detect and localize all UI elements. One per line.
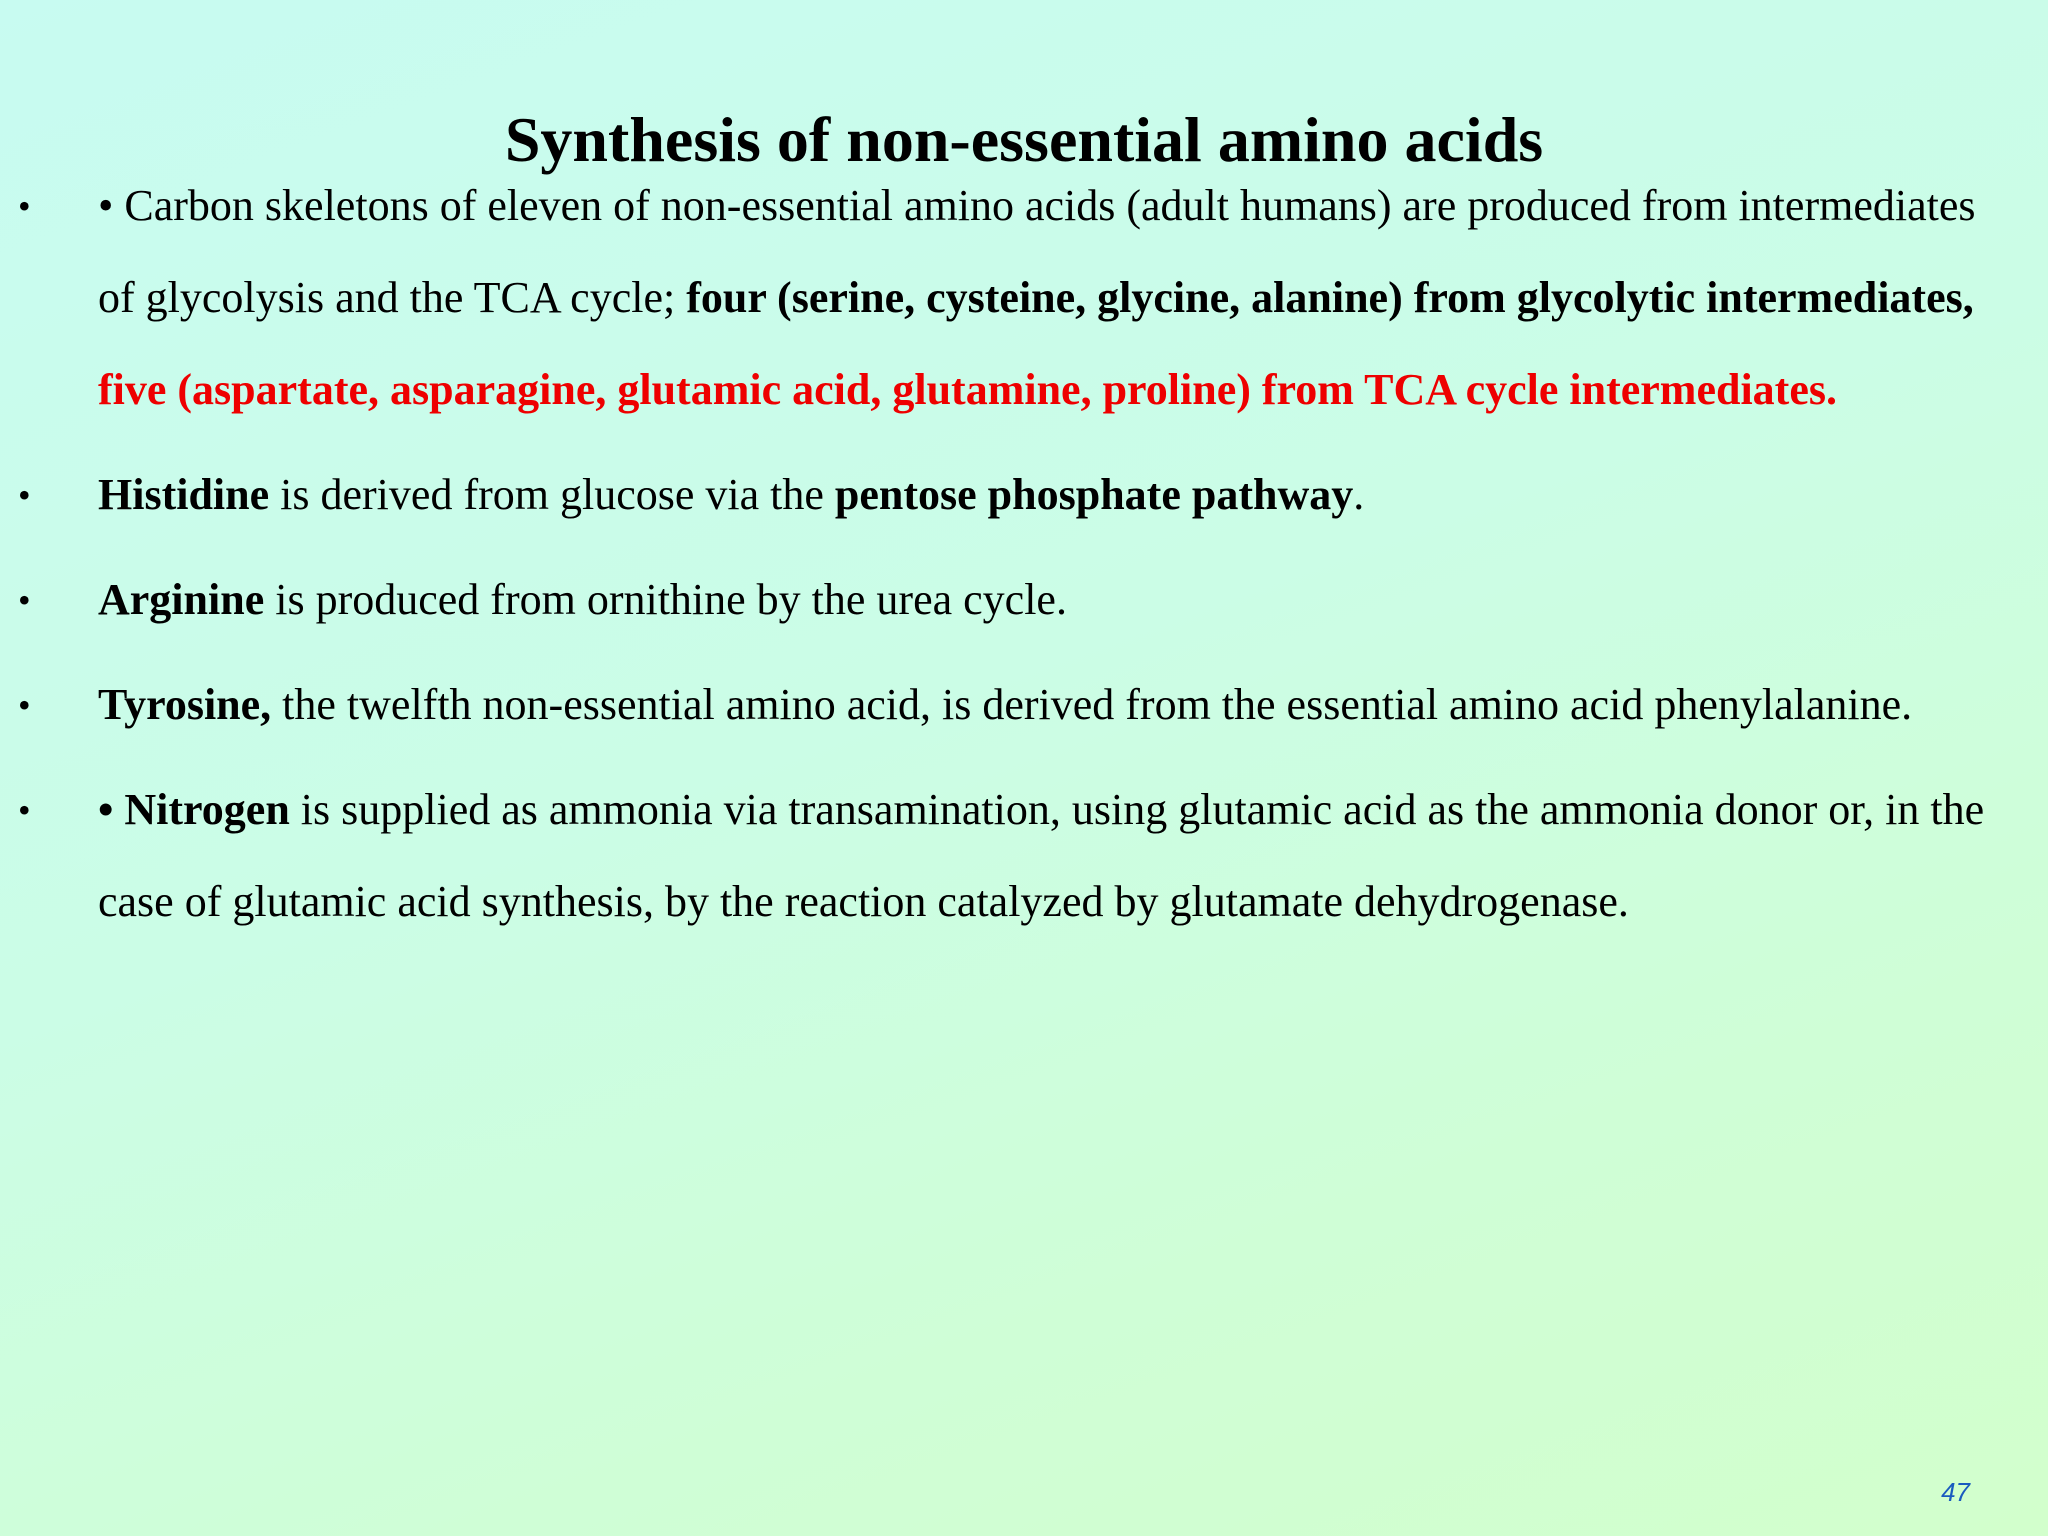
bullet-item-carbon-skeletons — [0, 160, 2048, 436]
bullet-item-histidine — [0, 449, 2048, 541]
tca-amino-acids-text: five (aspartate, asparagine, glutamic acid, glutamine, proline) from TCA cycle intermediates. — [98, 365, 1837, 414]
bullet-item-nitrogen — [0, 764, 2048, 948]
arginine-term: Arginine — [98, 575, 265, 624]
bullet-dot-icon: • — [18, 790, 31, 830]
slide-title: Synthesis of non-essential amino acids — [504, 104, 1544, 175]
nitrogen-term: • Nitrogen — [98, 785, 290, 834]
bullet-dot-icon: • — [18, 685, 31, 725]
histidine-text: is derived from glucose via the — [269, 470, 835, 519]
pentose-phosphate-term: pentose phosphate pathway — [834, 470, 1354, 519]
carbon-skeletons-text: • Carbon skeletons of eleven of non-essential amino acids (adult humans) are produced from intermediates of glycolysis and the TCA cycle; — [98, 181, 1976, 322]
histidine-term: Histidine — [98, 470, 270, 519]
bullet-list — [0, 160, 2048, 961]
tyrosine-text: the twelfth non-essential amino acid, is derived from the essential amino acid phenylalanine. — [271, 680, 1913, 729]
glycolytic-amino-acids-text: four (serine, cysteine, glycine, alanine) from glycolytic intermediates, — [686, 273, 1974, 322]
tyrosine-term: Tyrosine, — [98, 680, 272, 729]
page-number: 47 — [1941, 1477, 1970, 1507]
bullet-dot-icon: • — [18, 475, 31, 515]
histidine-period: . — [1353, 470, 1365, 519]
bullet-dot-icon: • — [18, 186, 31, 226]
arginine-text: is produced from ornithine by the urea cycle. — [264, 575, 1067, 624]
bullet-dot-icon: • — [18, 580, 31, 620]
bullet-item-arginine — [0, 554, 2048, 646]
nitrogen-text: is supplied as ammonia via transamination, using glutamic acid as the ammonia donor or, in the case of glutamic acid synthesis, by the reaction catalyzed by glutamate dehydrogenase. — [98, 785, 1985, 926]
bullet-item-tyrosine — [0, 659, 2048, 751]
